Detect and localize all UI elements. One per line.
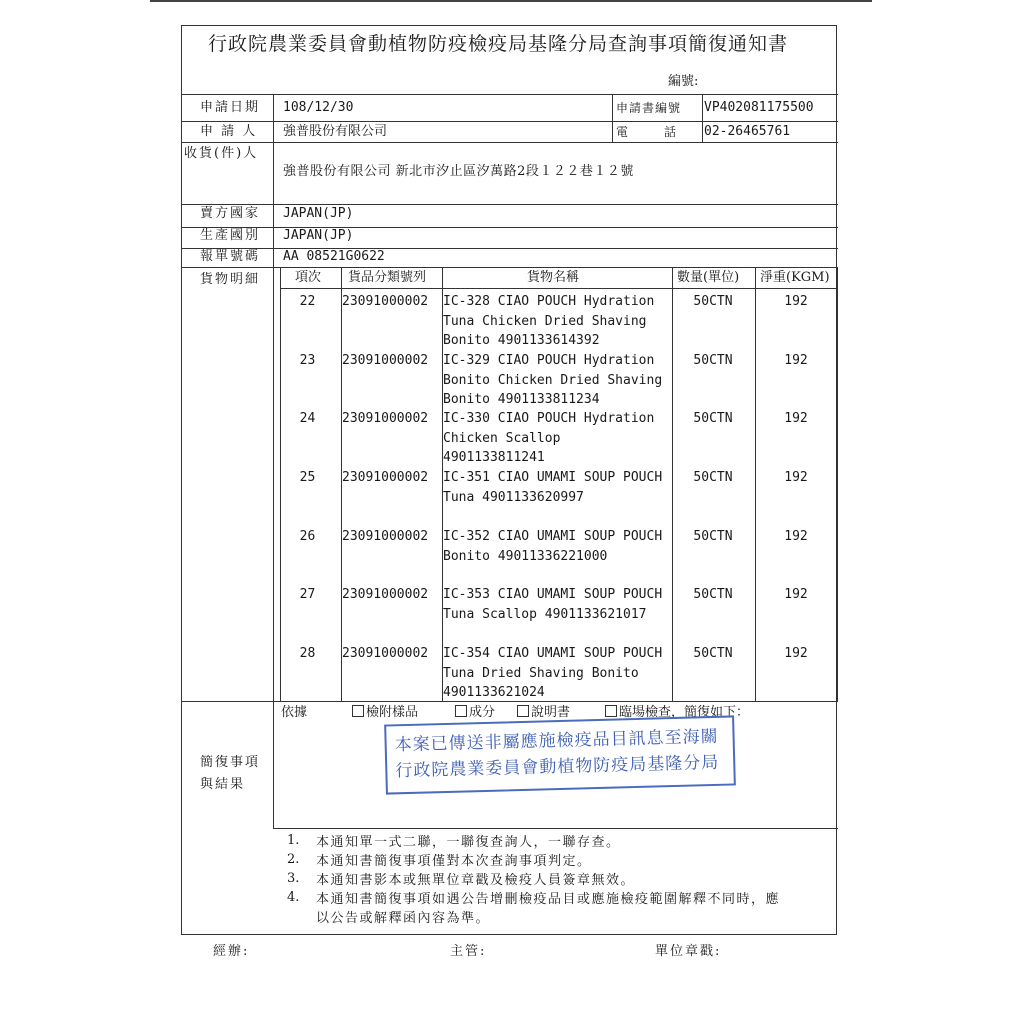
- scan-edge: [150, 0, 872, 2]
- rule: [273, 828, 838, 829]
- goods-net-weight: 192: [784, 411, 808, 426]
- rule: [612, 94, 613, 142]
- goods-name: IC-352 CIAO UMAMI SOUP POUCH Bonito 49011336221000: [443, 529, 663, 564]
- goods-name: IC-329 CIAO POUCH Hydration Bonito Chicken Dried Shaving Bonito 4901133811234: [443, 353, 663, 407]
- goods-header-item: 項次: [295, 270, 322, 285]
- applicant-label: 申 請 人: [200, 124, 258, 139]
- goods-item-number: 22: [299, 294, 316, 309]
- rule: [182, 227, 838, 228]
- document-title: 行政院農業委員會動植物防疫檢疫局基隆分局查詢事項簡復通知書: [208, 33, 789, 55]
- goods-quantity: 50CTN: [693, 294, 733, 309]
- goods-detail-label: 貨物明細: [200, 272, 261, 287]
- checkbox-icon: [352, 705, 364, 717]
- goods-name: IC-354 CIAO UMAMI SOUP POUCH Tuna Dried Shaving Bonito 4901133621024: [443, 646, 663, 700]
- goods-header-weight: 淨重(KGM): [760, 270, 830, 285]
- consignee-value: 強普股份有限公司 新北市汐止區汐萬路2段１２２巷１２號: [283, 164, 634, 179]
- goods-net-weight: 192: [784, 529, 808, 544]
- note-number: 1.: [287, 833, 300, 848]
- origin-country-value: JAPAN(JP): [283, 228, 354, 243]
- rule: [182, 204, 838, 205]
- goods-quantity: 50CTN: [693, 470, 733, 485]
- goods-hs-code: 23091000002: [342, 529, 429, 544]
- goods-item-number: 25: [299, 470, 316, 485]
- checkbox-icon: [455, 705, 467, 717]
- goods-net-weight: 192: [784, 587, 808, 602]
- goods-hs-code: 23091000002: [342, 411, 429, 426]
- note-text: 本通知單一式二聯，一聯復查詢人，一聯存查。: [316, 835, 621, 850]
- rule: [182, 248, 838, 249]
- goods-hs-code: 23091000002: [342, 353, 429, 368]
- goods-quantity: 50CTN: [693, 646, 733, 661]
- rule: [182, 94, 838, 95]
- note-number: 3.: [287, 871, 300, 886]
- rule: [182, 142, 838, 143]
- goods-hs-code: 23091000002: [342, 294, 429, 309]
- number-label: 編號:: [668, 74, 699, 89]
- basis-option: 檢附樣品: [352, 705, 418, 721]
- note-text: 本通知書影本或無單位章戳及檢疫人員簽章無效。: [316, 873, 636, 888]
- goods-quantity: 50CTN: [693, 529, 733, 544]
- checkbox-icon: [605, 705, 617, 717]
- rule: [702, 94, 703, 142]
- handler-signature-label: 經辦:: [213, 944, 250, 959]
- note-number: 2.: [287, 852, 300, 867]
- goods-name: IC-351 CIAO UMAMI SOUP POUCH Tuna 4901133620997: [443, 470, 663, 505]
- goods-item-number: 24: [299, 411, 316, 426]
- goods-name: IC-330 CIAO POUCH Hydration Chicken Scallop 4901133811241: [443, 411, 655, 465]
- seller-country-value: JAPAN(JP): [283, 206, 354, 221]
- note-text: 本通知書簡復事項如遇公告增刪檢疫品目或應施檢疫範圍解釋不同時，應 以公告或解釋函內容為準。: [316, 892, 781, 926]
- declaration-no-label: 報單號碼: [200, 249, 261, 264]
- basis-option: 臨場檢查，簡復如下：: [605, 705, 749, 721]
- goods-item-number: 27: [299, 587, 316, 602]
- rule: [182, 121, 838, 122]
- goods-header-code: 貨品分類號列: [348, 270, 427, 285]
- basis-option: 成分: [455, 705, 495, 721]
- goods-quantity: 50CTN: [693, 411, 733, 426]
- goods-name: IC-353 CIAO UMAMI SOUP POUCH Tuna Scallop 4901133621017: [443, 587, 663, 622]
- goods-hs-code: 23091000002: [342, 646, 429, 661]
- goods-item-number: 23: [299, 353, 316, 368]
- goods-hs-code: 23091000002: [342, 587, 429, 602]
- app-no-label: 申請書編號: [616, 101, 682, 115]
- reply-label: 簡復事項 與結果: [200, 755, 261, 792]
- unit-seal-label: 單位章戳:: [655, 944, 722, 959]
- apply-date-value: 108/12/30: [283, 100, 354, 115]
- stamp-line: 本案已傳送非屬應施檢疫品目訊息至海關: [394, 726, 719, 756]
- goods-header-name: 貨物名稱: [527, 270, 580, 285]
- goods-hs-code: 23091000002: [342, 470, 429, 485]
- goods-header-qty: 數量(單位): [677, 270, 740, 285]
- goods-quantity: 50CTN: [693, 353, 733, 368]
- app-no-value: VP402081175500: [704, 100, 814, 115]
- goods-net-weight: 192: [784, 294, 808, 309]
- goods-net-weight: 192: [784, 470, 808, 485]
- customs-notice-stamp: [384, 715, 736, 794]
- goods-quantity: 50CTN: [693, 587, 733, 602]
- applicant-value: 強普股份有限公司: [283, 124, 388, 139]
- stamp-line: 行政院農業委員會動植物防疫局基隆分局: [395, 752, 720, 782]
- origin-country-label: 生產國別: [200, 228, 261, 243]
- rule: [837, 267, 838, 701]
- goods-item-number: 26: [299, 529, 316, 544]
- phone-value: 02-26465761: [704, 124, 791, 139]
- note-text: 本通知書簡復事項僅對本次查詢事項判定。: [316, 854, 592, 869]
- checkbox-icon: [517, 705, 529, 717]
- goods-name: IC-328 CIAO POUCH Hydration Tuna Chicken Dried Shaving Bonito 4901133614392: [443, 294, 655, 348]
- apply-date-label: 申請日期: [200, 100, 261, 115]
- note-number: 4.: [287, 890, 300, 905]
- goods-net-weight: 192: [784, 353, 808, 368]
- goods-net-weight: 192: [784, 646, 808, 661]
- consignee-label: 收貨(件)人: [184, 146, 259, 161]
- rule: [273, 94, 274, 828]
- goods-item-number: 28: [299, 646, 316, 661]
- basis-label: 依據: [281, 705, 308, 720]
- supervisor-signature-label: 主管:: [450, 944, 487, 959]
- declaration-no-value: AA 08521G0622: [283, 249, 385, 264]
- basis-option: 說明書: [517, 705, 570, 721]
- seller-country-label: 賣方國家: [200, 206, 261, 221]
- phone-label: 電 話: [616, 125, 677, 139]
